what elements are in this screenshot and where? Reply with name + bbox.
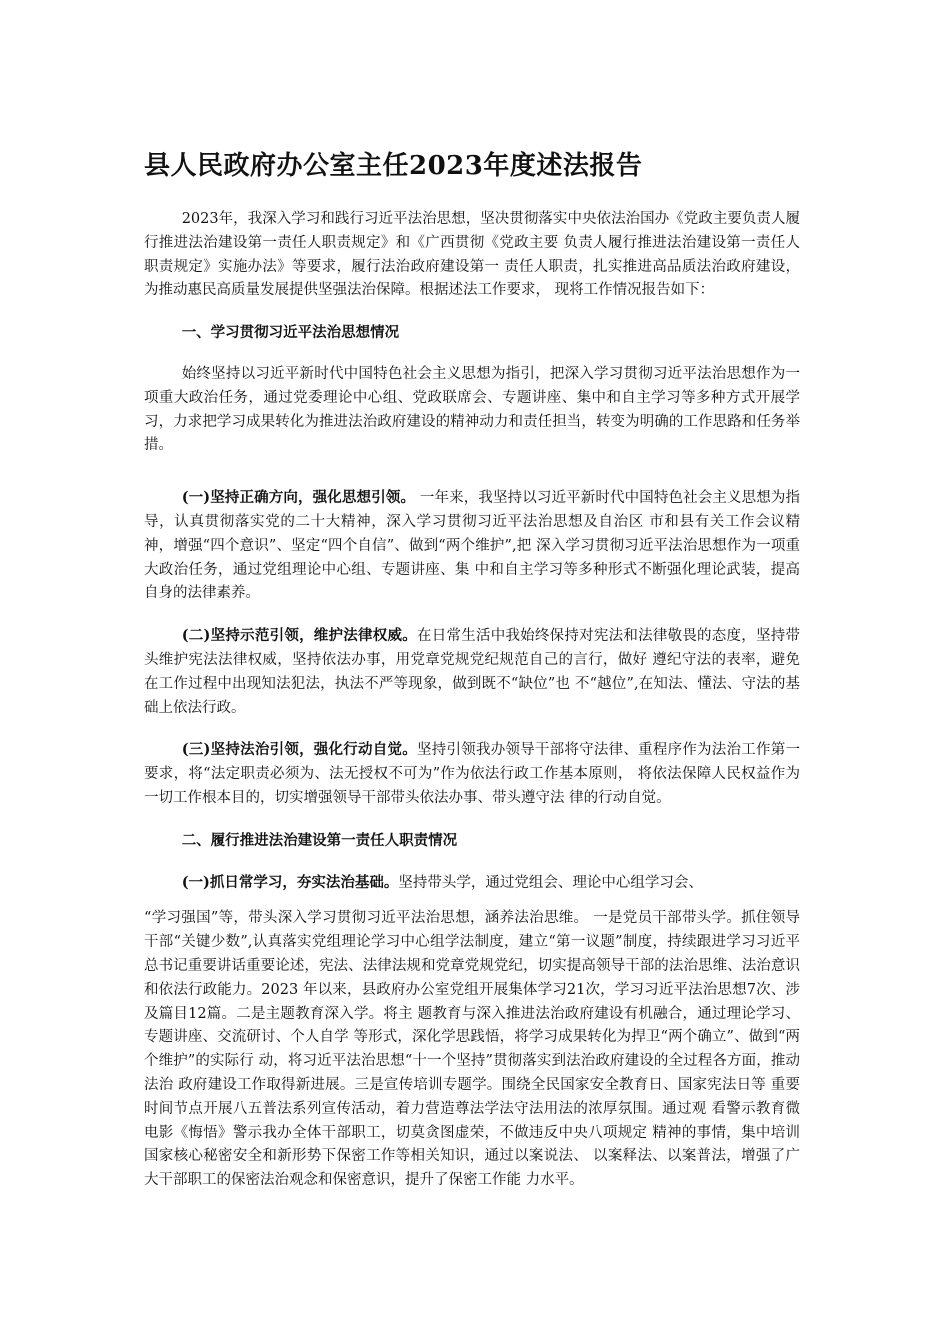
section-1-item-1 xyxy=(144,486,800,606)
section-1-item-3-lead: (三)坚持法治引领，强化行动自觉。 xyxy=(181,741,417,759)
document-body xyxy=(144,208,800,1193)
section-1-item-1-lead: (一)坚持正确方向，强化思想引领。 xyxy=(181,489,416,507)
section-2-heading: 二、履行推进法治建设第一责任人职责情况 xyxy=(181,831,458,849)
document-title: 县人民政府办公室主任2023年度述法报告 xyxy=(144,151,643,181)
intro-paragraph: 2023年，我深入学习和践行习近平法治思想，坚决贯彻落实中央依法治国办《党政主要负责人履行推进法治建设第一责任人职责规定》和《广西贯彻《党政主要 负责人履行推进法治建设第一责任人职责规定》实施办法》等要求，履行法治政府建设第一 责任人职责，扎实推进高品质法治政府建设，为推动惠民高质量发展提供坚强法治保障。根据述法工作要求， 现将工作情况报告如下： xyxy=(144,211,800,299)
section-1-item-2-text: 在日常生活中我始终保持对宪法和法律敬畏的态度，坚持带头维护宪法法律权威，坚持依法办事，用党章党规党纪规范自己的言行，做好 遵纪守法的表率，避免在工作过程中出现知法犯法，执法不严等现象，做到既不“缺位”也 不“越位”,在知法、懂法、守法的基础上依法行政。 xyxy=(144,628,800,716)
section-1-item-2-lead: (二)坚持示范引领，维护法律权威。 xyxy=(181,627,417,645)
section-1-item-1-text: 一年来，我坚持以习近平新时代中国特色社会主义思想为指导，认真贯彻落实党的二十大精神，深入学习贯彻习近平法治思想及自治区 市和县有关工作会议精神，增强“四个意识”、坚定“四个自信”、做到“两个维护”,把 深入学习贯彻习近平法治思想作为一项重大政治任务，通过党组理论中心组、专题讲座、集 中和自主学习等多种形式不断强化理论武装，提高自身的法律素养。 xyxy=(144,490,800,602)
section-1-item-3 xyxy=(144,738,800,810)
section-2-continuation: “学习强国”等，带头深入学习贯彻习近平法治思想，涵养法治思维。 一是党员干部带头学。抓住领导干部“关键少数”,认真落实党组理论学习中心组学法制度，建立“第一议题”制度，持续跟进学习习近平总书记重要讲话重要论述，宪法、法律法规和党章党规党纪，切实提高领导干部的法治思维、法治意识和依法行政能力。2023 年以来，县政府办公室党组开展集体学习21次，学习习近平法治思想7次、涉及篇目12篇。二是主题教育深入学。将主 题教育与深入推进法治政府建设有机融合，通过理论学习、专题讲座、交流研讨、个人自学 等形式，深化学思践悟，将学习成果转化为捍卫“两个确立”、做到“两个维护”的实际行 动，将习近平法治思想“十一个坚持”贯彻落实到法治政府建设的全过程各方面，推动法治 政府建设工作取得新进展。三是宣传培训专题学。围绕全民国家安全教育日、国家宪法日等 重要时间节点开展八五普法系列宣传活动，着力营造尊法学法守法用法的浓厚氛围。通过观 看警示教育微电影《悔悟》警示我办全体干部职工，切莫贪图虚荣，不做违反中央八项规定 精神的事情，集中培训国家核心秘密安全和新形势下保密工作等相关知识，通过以案说法、 以案释法、以案普法，增强了广大干部职工的保密法治观念和保密意识，提升了保密工作能 力水平。 xyxy=(144,910,800,1189)
section-2-item-1-text: 坚持带头学，通过党组会、理论中心组学习会、 xyxy=(398,874,703,891)
section-1-item-3-text: 坚持引领我办领导干部将守法律、重程序作为法治工作第一要求，将“法定职责必须为、法无授权不可为”作为依法行政工作基本原则， 将依法保障人民权益作为一切工作根本目的，切实增强领导干部带头依法办事、带头遵守法 律的行动自觉。 xyxy=(144,742,800,806)
section-1-heading: 一、学习贯彻习近平法治思想情况 xyxy=(181,324,400,342)
section-2-item-1-lead: (一)抓日常学习，夯实法治基础。 xyxy=(181,873,399,891)
section-2-item-1 xyxy=(144,871,800,896)
section-1-item-2 xyxy=(144,624,800,720)
section-1-body: 始终坚持以习近平新时代中国特色社会主义思想为指引，把深入学习贯彻习近平法治思想作为一项重大政治任务，通过党委理论中心组、党政联席会、专题讲座、集中和自主学习等多种方式开展学习，力求把学习成果转化为推进法治政府建设的精神动力和责任担当，转变为明确的工作思路和任务举措。 xyxy=(144,365,800,454)
